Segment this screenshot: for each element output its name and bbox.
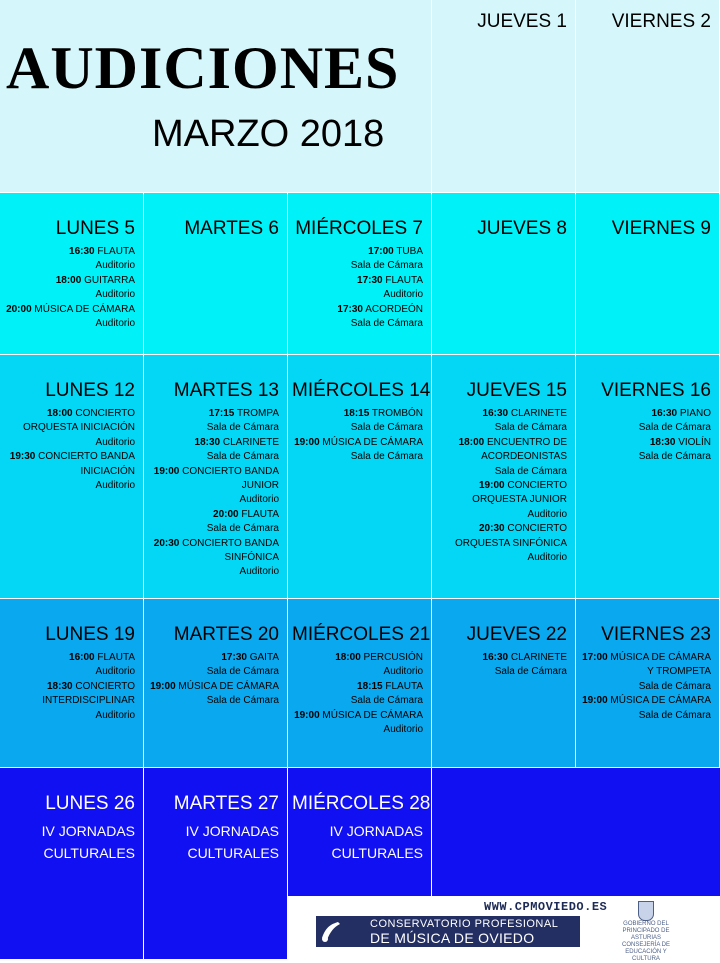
event-time: 17:30 xyxy=(337,303,363,315)
event-time: 20:00 xyxy=(213,508,239,520)
event-item xyxy=(4,245,135,259)
day-label: VIERNES 9 xyxy=(611,218,711,239)
day-cell-lunes-19 xyxy=(0,599,144,768)
day-label: LUNES 5 xyxy=(55,218,135,239)
day-label: VIERNES 16 xyxy=(601,380,711,401)
event-title: MÚSICA DE CÁMARA xyxy=(34,303,135,315)
event-title: CLARINETE xyxy=(510,652,567,663)
day-cell-lunes-12 xyxy=(0,355,144,599)
event-place: Sala de Cámara xyxy=(350,451,423,463)
event-place: Sala de Cámara xyxy=(494,422,567,434)
empty-cell xyxy=(432,768,720,897)
event-title: PERCUSIÓN xyxy=(363,652,423,663)
day-label: VIERNES 23 xyxy=(601,624,711,645)
event-item xyxy=(436,407,567,421)
event-item xyxy=(148,537,279,566)
day-label: JUEVES 15 xyxy=(466,380,567,401)
day-label: MIÉRCOLES 21 xyxy=(292,624,431,645)
event-time: 16:00 xyxy=(69,652,95,663)
event-item xyxy=(292,709,423,723)
event-title: MÚSICA DE CÁMARA xyxy=(322,436,423,448)
day-label: MARTES 6 xyxy=(184,218,279,239)
event-item xyxy=(292,303,423,317)
event-title: TROMBÓN xyxy=(371,408,423,419)
footer xyxy=(288,897,720,960)
event-item xyxy=(148,508,279,522)
event-time: 19:00 xyxy=(479,480,505,492)
day-cell-martes-27 xyxy=(144,768,288,960)
event-place: Sala de Cámara xyxy=(206,695,279,707)
event-item xyxy=(292,436,423,450)
event-time: 18:15 xyxy=(343,408,370,419)
day-cell-viernes-9 xyxy=(576,193,720,355)
event-title: MÚSICA DE CÁMARA xyxy=(178,680,279,692)
event-place: Auditorio xyxy=(95,260,135,272)
logo-line-1: CONSERVATORIO PROFESIONAL xyxy=(370,918,559,930)
event-time: 18:15 xyxy=(357,680,383,692)
event-item xyxy=(436,436,567,465)
event-item xyxy=(4,651,135,665)
day-cell-lunes-5 xyxy=(0,193,144,355)
event-place: Sala de Cámara xyxy=(206,523,279,535)
event-place: Sala de Cámara xyxy=(494,465,567,477)
event-title: MÚSICA DE CÁMARA Y TROMPETA xyxy=(610,652,711,678)
event-title: FLAUTA xyxy=(385,274,423,286)
event-item xyxy=(148,465,279,494)
event-time: 20:30 xyxy=(479,523,505,535)
day-note: IV JORNADAS CULTURALES xyxy=(185,823,279,861)
event-place: Auditorio xyxy=(95,318,135,330)
event-item xyxy=(148,407,279,421)
event-title: VIOLÍN xyxy=(678,436,711,448)
event-item xyxy=(580,407,711,421)
event-place: Auditorio xyxy=(95,436,135,448)
event-time: 19:00 xyxy=(294,436,320,448)
event-title: CONCIERTO BANDA SINFÓNICA xyxy=(182,537,279,564)
event-place: Sala de Cámara xyxy=(350,260,423,272)
event-place: Sala de Cámara xyxy=(206,422,279,434)
event-title: FLAUTA xyxy=(385,680,423,692)
event-title: TROMPA xyxy=(236,408,279,419)
event-place: Auditorio xyxy=(527,552,567,564)
day-cell-jueves-8 xyxy=(432,193,576,355)
event-place: Sala de Cámara xyxy=(638,451,711,463)
gov-line-2: CONSEJERÍA DE EDUCACIÓN Y CULTURA xyxy=(621,942,670,962)
event-title: PIANO xyxy=(679,408,711,419)
event-item xyxy=(4,680,135,709)
event-time: 18:00 xyxy=(55,274,82,286)
event-time: 16:30 xyxy=(482,652,509,663)
event-place: Auditorio xyxy=(95,289,135,301)
event-title: CONCIERTO BANDA JUNIOR xyxy=(182,465,279,492)
event-time: 18:30 xyxy=(194,436,221,448)
event-place: Auditorio xyxy=(95,666,135,678)
event-title: ENCUENTRO DE ACORDEONISTAS xyxy=(481,436,567,463)
event-time: 16:30 xyxy=(651,408,678,419)
event-title: FLAUTA xyxy=(97,652,135,663)
event-title: GAITA xyxy=(249,652,279,663)
event-item xyxy=(4,450,135,479)
day-cell-miercoles-7 xyxy=(288,193,432,355)
event-title: CONCIERTO BANDA INICIACIÓN xyxy=(38,451,135,477)
event-place: Sala de Cámara xyxy=(638,422,711,434)
day-cell-viernes-2 xyxy=(576,0,720,193)
conservatorio-logo xyxy=(316,916,580,947)
day-label: MARTES 20 xyxy=(173,624,279,645)
event-title: CONCIERTO ORQUESTA SINFÓNICA xyxy=(454,523,567,549)
event-place: Auditorio xyxy=(95,480,135,492)
event-place: Auditorio xyxy=(383,289,423,301)
event-place: Sala de Cámara xyxy=(350,695,423,707)
event-item xyxy=(148,651,279,665)
event-time: 19:00 xyxy=(294,709,320,721)
day-label: MIÉRCOLES 14 xyxy=(292,380,431,401)
day-label: MARTES 13 xyxy=(173,380,279,401)
event-place: Sala de Cámara xyxy=(494,666,567,678)
event-item xyxy=(148,436,279,450)
government-logo xyxy=(618,899,674,962)
day-cell-miercoles-28 xyxy=(288,768,432,897)
event-time: 17:00 xyxy=(368,246,394,257)
day-cell-jueves-15 xyxy=(432,355,576,599)
day-cell-martes-6 xyxy=(144,193,288,355)
event-time: 16:30 xyxy=(482,408,509,419)
harp-key-icon xyxy=(318,918,344,944)
page-subtitle: MARZO 2018 xyxy=(152,113,385,155)
day-cell-lunes-26 xyxy=(0,768,144,960)
event-title: CONCIERTO INTERDISCIPLINAR xyxy=(42,680,135,707)
day-cell-jueves-22 xyxy=(432,599,576,768)
event-time: 17:00 xyxy=(582,652,608,663)
event-place: Auditorio xyxy=(383,666,423,678)
event-title: TUBA xyxy=(396,246,423,257)
day-label: LUNES 19 xyxy=(45,624,135,645)
event-place: Sala de Cámara xyxy=(638,680,711,692)
event-item xyxy=(292,651,423,665)
event-title: CLARINETE xyxy=(510,408,567,419)
event-item xyxy=(436,651,567,665)
day-note: IV JORNADAS CULTURALES xyxy=(41,823,135,861)
event-title: CONCIERTO ORQUESTA INICIACIÓN xyxy=(22,408,135,434)
day-label: JUEVES 8 xyxy=(477,218,567,239)
event-title: CLARINETE xyxy=(222,436,279,448)
event-place: Sala de Cámara xyxy=(206,451,279,463)
day-cell-viernes-23 xyxy=(576,599,720,768)
event-time: 18:00 xyxy=(47,408,73,419)
day-cell-martes-20 xyxy=(144,599,288,768)
event-place: Auditorio xyxy=(239,566,279,578)
event-place: Sala de Cámara xyxy=(350,318,423,330)
logo-line-2: DE MÚSICA DE OVIEDO xyxy=(370,930,535,946)
event-item xyxy=(4,274,135,288)
event-item xyxy=(580,694,711,708)
event-item xyxy=(580,651,711,680)
day-label: JUEVES 1 xyxy=(477,11,567,32)
event-item xyxy=(148,680,279,694)
day-note: IV JORNADAS CULTURALES xyxy=(329,823,423,861)
page-title: AUDICIONES xyxy=(6,35,400,101)
event-place: Sala de Cámara xyxy=(638,709,711,721)
event-time: 18:30 xyxy=(47,680,73,692)
event-time: 17:30 xyxy=(357,274,383,286)
event-title: GUITARRA xyxy=(84,274,135,286)
asturias-crest-icon xyxy=(638,901,654,921)
day-cell-miercoles-14 xyxy=(288,355,432,599)
event-title: MÚSICA DE CÁMARA xyxy=(322,709,423,721)
event-time: 18:00 xyxy=(458,436,485,448)
gov-line-1: GOBIERNO DEL PRINCIPADO DE ASTURIAS xyxy=(622,921,670,941)
event-title: CONCIERTO ORQUESTA JUNIOR xyxy=(472,480,567,506)
event-time: 20:30 xyxy=(153,537,180,549)
event-place: Sala de Cámara xyxy=(206,666,279,678)
event-place: Auditorio xyxy=(239,494,279,506)
event-time: 20:00 xyxy=(6,303,32,315)
event-item xyxy=(4,407,135,436)
event-place: Auditorio xyxy=(383,724,423,736)
event-time: 19:00 xyxy=(150,680,176,692)
event-title: MÚSICA DE CÁMARA xyxy=(610,695,711,707)
event-time: 17:15 xyxy=(208,408,235,419)
event-title: FLAUTA xyxy=(97,246,135,257)
day-label: LUNES 12 xyxy=(45,380,135,401)
event-item xyxy=(292,245,423,259)
day-label: LUNES 26 xyxy=(45,793,135,814)
day-cell-miercoles-21 xyxy=(288,599,432,768)
event-time: 18:30 xyxy=(649,436,676,448)
event-item xyxy=(436,522,567,551)
event-title: ACORDEÓN xyxy=(365,303,423,315)
day-cell-martes-13 xyxy=(144,355,288,599)
event-item xyxy=(292,680,423,694)
event-title: FLAUTA xyxy=(241,508,279,520)
event-time: 18:00 xyxy=(335,652,361,663)
day-label: VIERNES 2 xyxy=(611,11,711,32)
day-label: MARTES 27 xyxy=(173,793,279,814)
event-time: 19:30 xyxy=(9,451,36,463)
day-label: MIÉRCOLES 7 xyxy=(295,218,423,239)
event-item xyxy=(292,274,423,288)
event-item xyxy=(580,436,711,450)
event-item xyxy=(292,407,423,421)
event-time: 16:30 xyxy=(69,246,95,257)
event-time: 19:00 xyxy=(582,695,608,707)
day-label: JUEVES 22 xyxy=(466,624,567,645)
event-place: Sala de Cámara xyxy=(350,422,423,434)
event-time: 19:00 xyxy=(153,465,180,477)
day-label: MIÉRCOLES 28 xyxy=(292,793,431,814)
day-cell-viernes-16 xyxy=(576,355,720,599)
event-item xyxy=(4,303,135,317)
event-place: Auditorio xyxy=(95,709,135,721)
website-link[interactable]: WWW.CPMOVIEDO.ES xyxy=(484,900,608,914)
day-cell-jueves-1 xyxy=(432,0,576,193)
event-item xyxy=(436,479,567,508)
event-place: Auditorio xyxy=(527,508,567,520)
event-time: 17:30 xyxy=(221,652,247,663)
